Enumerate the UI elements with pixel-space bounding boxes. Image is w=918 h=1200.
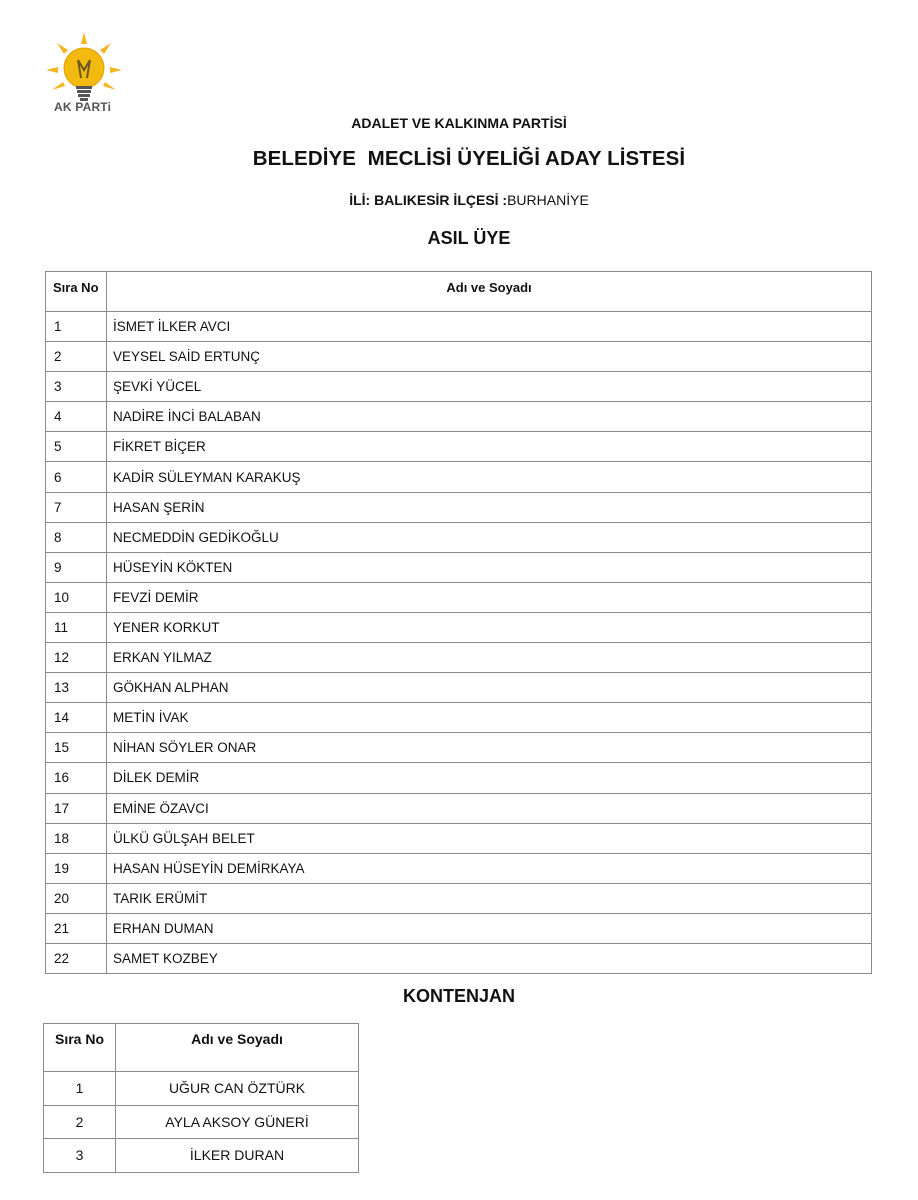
candidate-name: GÖKHAN ALPHAN xyxy=(107,673,872,703)
table-row xyxy=(46,522,872,552)
table-row xyxy=(46,492,872,522)
row-number: 5 xyxy=(46,432,107,462)
candidate-name: ŞEVKİ YÜCEL xyxy=(107,372,872,402)
candidate-name: NADİRE İNCİ BALABAN xyxy=(107,402,872,432)
row-number: 19 xyxy=(46,853,107,883)
kontenjan-table xyxy=(43,1023,359,1173)
location-line xyxy=(0,192,918,208)
candidate-name: ERKAN YILMAZ xyxy=(107,643,872,673)
table-header-row xyxy=(46,272,872,312)
row-number: 22 xyxy=(46,943,107,973)
table-row xyxy=(46,462,872,492)
logo-text: AK PARTi xyxy=(54,100,112,114)
table-row xyxy=(46,853,872,883)
candidate-name: İSMET İLKER AVCI xyxy=(107,312,872,342)
row-number: 8 xyxy=(46,522,107,552)
location-value: BURHANİYE xyxy=(507,192,589,208)
table-row xyxy=(44,1105,359,1139)
table-row xyxy=(46,643,872,673)
table-row xyxy=(46,823,872,853)
party-name: ADALET VE KALKINMA PARTİSİ xyxy=(351,115,567,131)
table-row xyxy=(46,372,872,402)
document-title: BELEDİYE MECLİSİ ÜYELİĞİ ADAY LİSTESİ xyxy=(252,147,686,170)
table-row xyxy=(46,673,872,703)
table-row xyxy=(46,612,872,642)
row-number: 17 xyxy=(46,793,107,823)
candidate-name: HASAN ŞERİN xyxy=(107,492,872,522)
table-row xyxy=(46,943,872,973)
section-heading-asil: ASIL ÜYE xyxy=(427,228,511,248)
row-number: 11 xyxy=(46,612,107,642)
row-number: 1 xyxy=(44,1072,116,1106)
table-row xyxy=(46,883,872,913)
table-row xyxy=(46,342,872,372)
candidate-name: İLKER DURAN xyxy=(116,1139,359,1173)
row-number: 3 xyxy=(46,372,107,402)
row-number: 3 xyxy=(44,1139,116,1173)
table-row xyxy=(44,1139,359,1173)
row-number: 20 xyxy=(46,883,107,913)
row-number: 9 xyxy=(46,552,107,582)
location-label: İLİ: BALIKESİR İLÇESİ : xyxy=(349,192,508,208)
candidate-name: UĞUR CAN ÖZTÜRK xyxy=(116,1072,359,1106)
asil-uye-table xyxy=(45,271,872,974)
row-number: 7 xyxy=(46,492,107,522)
candidate-name: DİLEK DEMİR xyxy=(107,763,872,793)
row-number: 2 xyxy=(46,342,107,372)
candidate-name: TARIK ERÜMİT xyxy=(107,883,872,913)
candidate-name: EMİNE ÖZAVCI xyxy=(107,793,872,823)
candidate-name: KADİR SÜLEYMAN KARAKUŞ xyxy=(107,462,872,492)
table-row xyxy=(46,312,872,342)
table-row xyxy=(46,913,872,943)
table-row xyxy=(46,733,872,763)
row-number: 14 xyxy=(46,703,107,733)
table-row xyxy=(46,763,872,793)
candidate-name: AYLA AKSOY GÜNERİ xyxy=(116,1105,359,1139)
candidate-name: HÜSEYİN KÖKTEN xyxy=(107,552,872,582)
light-bulb-icon xyxy=(64,48,104,88)
row-number: 15 xyxy=(46,733,107,763)
row-number: 6 xyxy=(46,462,107,492)
table-row xyxy=(46,793,872,823)
candidate-name: NİHAN SÖYLER ONAR xyxy=(107,733,872,763)
candidate-name: ÜLKÜ GÜLŞAH BELET xyxy=(107,823,872,853)
candidate-name: ERHAN DUMAN xyxy=(107,913,872,943)
row-number: 10 xyxy=(46,582,107,612)
column-header-no: Sıra No xyxy=(46,272,107,312)
row-number: 13 xyxy=(46,673,107,703)
table-header-row xyxy=(44,1024,359,1072)
row-number: 16 xyxy=(46,763,107,793)
table-row xyxy=(46,582,872,612)
table-row xyxy=(44,1072,359,1106)
row-number: 1 xyxy=(46,312,107,342)
candidate-name: VEYSEL SAİD ERTUNÇ xyxy=(107,342,872,372)
row-number: 2 xyxy=(44,1105,116,1139)
column-header-name: Adı ve Soyadı xyxy=(107,272,872,312)
row-number: 18 xyxy=(46,823,107,853)
candidate-name: FİKRET BİÇER xyxy=(107,432,872,462)
candidate-name: NECMEDDİN GEDİKOĞLU xyxy=(107,522,872,552)
candidate-name: METİN İVAK xyxy=(107,703,872,733)
candidate-name: YENER KORKUT xyxy=(107,612,872,642)
row-number: 12 xyxy=(46,643,107,673)
candidate-name: HASAN HÜSEYİN DEMİRKAYA xyxy=(107,853,872,883)
column-header-name: Adı ve Soyadı xyxy=(116,1024,359,1072)
table-row xyxy=(46,432,872,462)
row-number: 21 xyxy=(46,913,107,943)
candidate-name: FEVZİ DEMİR xyxy=(107,582,872,612)
row-number: 4 xyxy=(46,402,107,432)
table-row xyxy=(46,402,872,432)
candidate-name: SAMET KOZBEY xyxy=(107,943,872,973)
section-heading-kontenjan: KONTENJAN xyxy=(402,986,515,1006)
column-header-no: Sıra No xyxy=(44,1024,116,1072)
table-row xyxy=(46,703,872,733)
table-row xyxy=(46,552,872,582)
